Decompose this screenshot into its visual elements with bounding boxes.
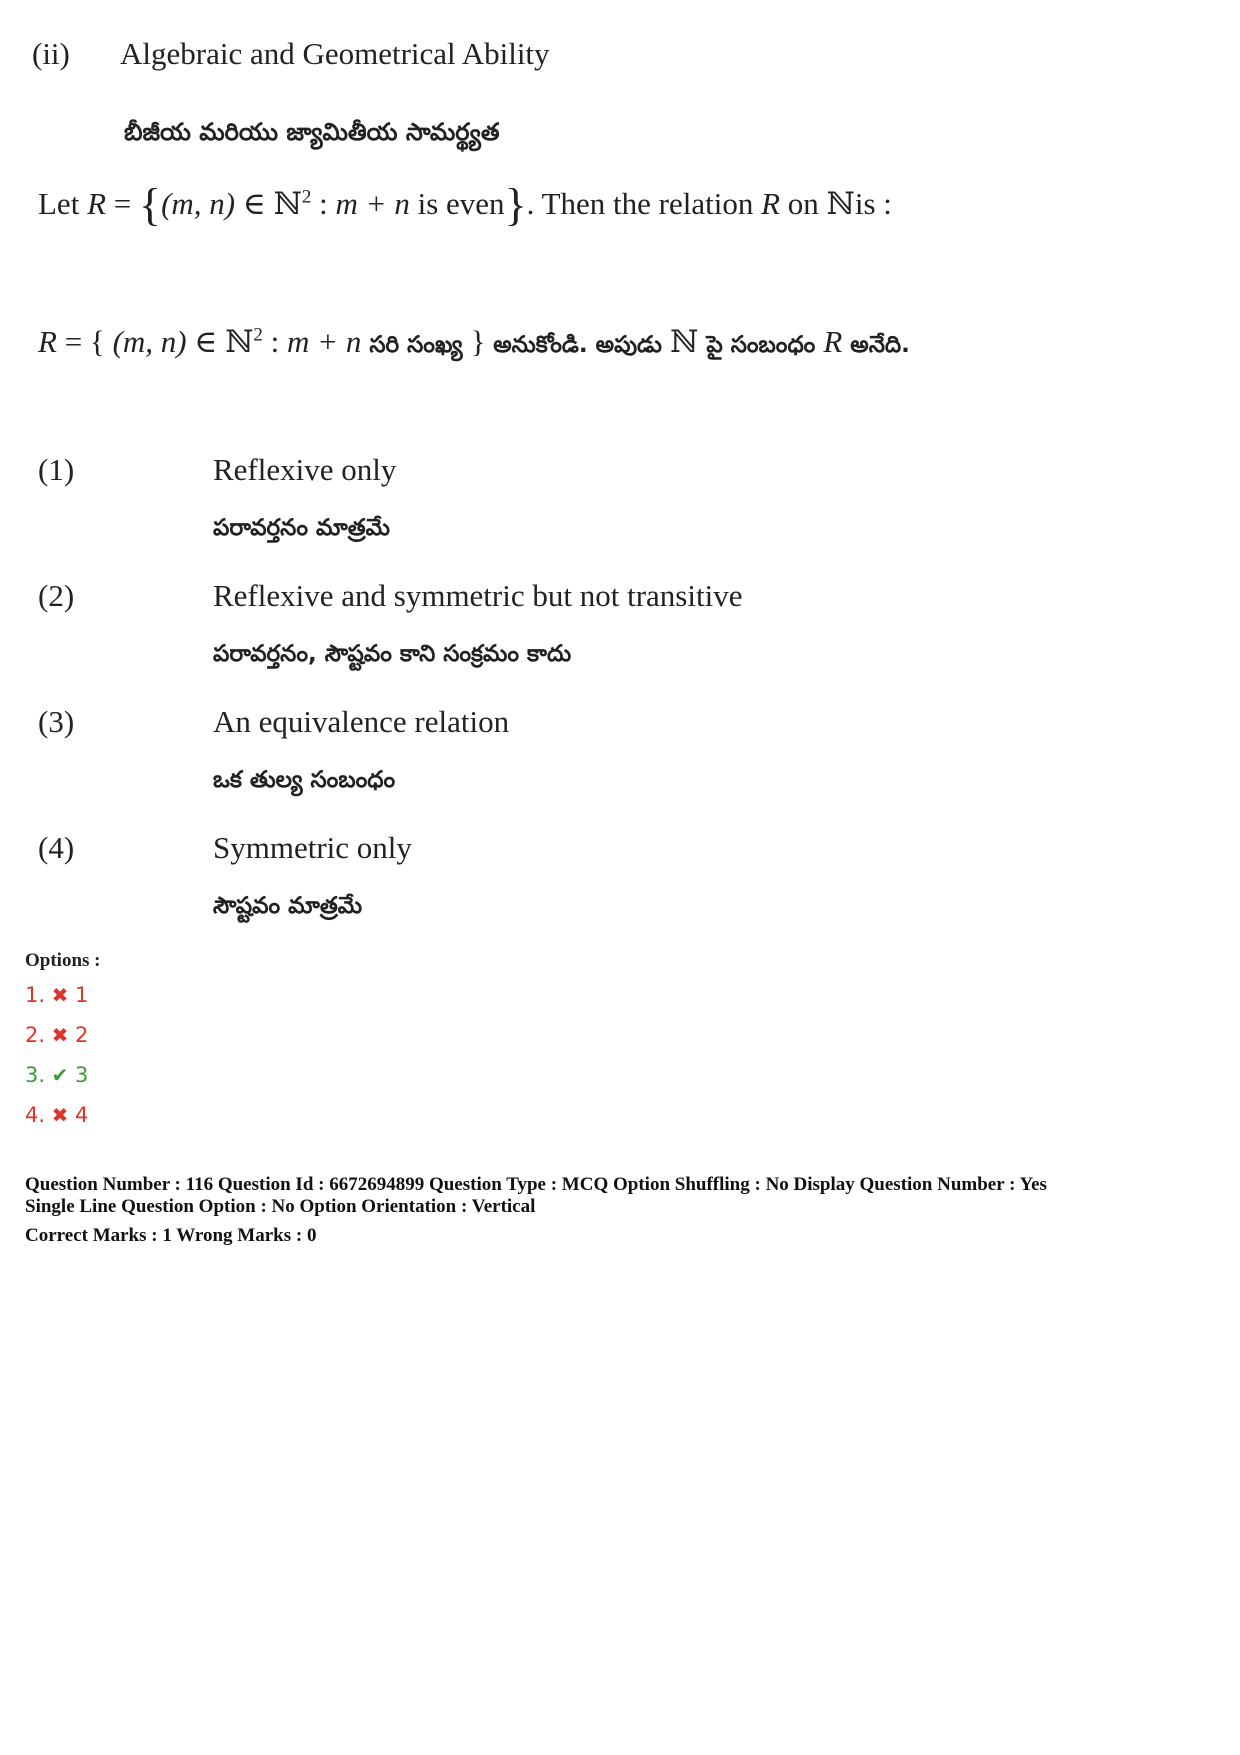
- option-2-telugu: పరావర్తనం, సౌష్టవం కాని సంక్రమం కాదు: [213, 641, 572, 667]
- option-1-telugu: పరావర్తనం మాత్రమే: [213, 515, 390, 541]
- question-text-telugu: R = { (m, n) ∈ ℕ$^2$ : m + n సరి సంఖ్య } అనుకోండి. అపుడు ℕ పై సంబంధం R అనేది.: [38, 324, 910, 360]
- section-title-telugu: బీజీయ మరియు జ్యామితీయ సామర్థ్యత: [124, 118, 500, 146]
- answer-row-2: 2. ✖ 2: [25, 1023, 89, 1047]
- cross-icon: ✖: [51, 1103, 69, 1127]
- section-number: (ii): [32, 36, 70, 71]
- option-4-number: (4): [38, 830, 75, 865]
- section-title: Algebraic and Geometrical Ability: [120, 36, 550, 71]
- option-1-number: (1): [38, 452, 75, 487]
- option-2-number: (2): [38, 578, 75, 613]
- question-meta-line-3: Correct Marks : 1 Wrong Marks : 0: [25, 1225, 317, 1246]
- question-text-english: Let R = {(m, n) ∈ ℕ$^2$ : m + n is even}. Then the relation R on ℕis :: [38, 179, 892, 230]
- check-icon: ✔: [51, 1063, 69, 1087]
- cross-icon: ✖: [51, 983, 69, 1007]
- cross-icon: ✖: [51, 1023, 69, 1047]
- options-label: Options :: [25, 950, 101, 971]
- question-meta-line-1: Question Number : 116 Question Id : 6672694899 Question Type : MCQ Option Shuffling : No Display Question Number : Yes: [25, 1174, 1047, 1195]
- option-3-number: (3): [38, 704, 75, 739]
- option-3-telugu: ఒక తుల్య సంబంధం: [213, 767, 396, 793]
- answer-row-3: 3. ✔ 3: [25, 1063, 89, 1087]
- question-meta-line-2: Single Line Question Option : No Option Orientation : Vertical: [25, 1196, 536, 1217]
- option-4-text: Symmetric only: [213, 830, 412, 865]
- option-4-telugu: సౌష్టవం మాత్రమే: [213, 893, 363, 919]
- answer-row-4: 4. ✖ 4: [25, 1103, 89, 1127]
- option-3-text: An equivalence relation: [213, 704, 510, 739]
- option-1-text: Reflexive only: [213, 452, 397, 487]
- answer-row-1: 1. ✖ 1: [25, 983, 89, 1007]
- option-2-text: Reflexive and symmetric but not transitive: [213, 578, 743, 613]
